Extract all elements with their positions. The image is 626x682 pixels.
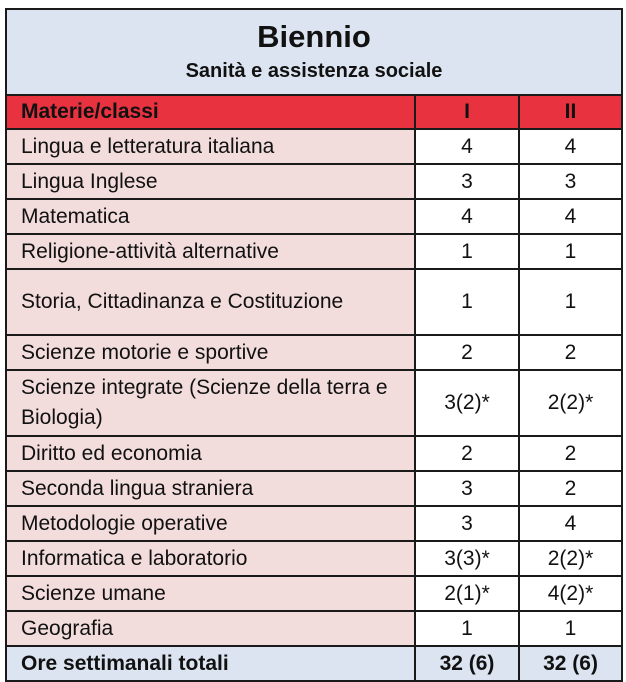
hours-year-1: 2 (415, 335, 519, 370)
table-row (6, 611, 622, 646)
subject-cell: Seconda lingua straniera (6, 471, 415, 506)
hours-year-2: 1 (519, 611, 622, 646)
column-header-year-1: I (415, 95, 519, 129)
hours-year-2: 2(2)* (519, 370, 622, 436)
subject-cell: Geografia (6, 611, 415, 646)
total-year-1: 32 (6) (415, 646, 519, 681)
hours-year-1: 3 (415, 164, 519, 199)
column-header-row (6, 95, 622, 129)
hours-year-2: 4 (519, 129, 622, 164)
subject-cell: Scienze motorie e sportive (6, 335, 415, 370)
hours-year-2: 4 (519, 199, 622, 234)
table-row (6, 436, 622, 471)
subject-cell: Religione-attività alternative (6, 234, 415, 269)
hours-year-2: 2 (519, 335, 622, 370)
table-row (6, 506, 622, 541)
column-header-subject: Materie/classi (6, 95, 415, 129)
table-row (6, 164, 622, 199)
subject-cell: Lingua e letteratura italiana (6, 129, 415, 164)
hours-year-1: 3 (415, 471, 519, 506)
table-title: Biennio (257, 19, 371, 54)
total-label: Ore settimanali totali (6, 646, 415, 681)
curriculum-table (5, 8, 623, 682)
subject-cell: Storia, Cittadinanza e Costituzione (6, 269, 415, 335)
total-year-2: 32 (6) (519, 646, 622, 681)
hours-year-1: 2 (415, 436, 519, 471)
subject-cell: Scienze umane (6, 576, 415, 611)
curriculum-table-frame (5, 8, 621, 675)
hours-year-1: 1 (415, 234, 519, 269)
table-row (6, 199, 622, 234)
table-row (6, 269, 622, 335)
table-row (6, 471, 622, 506)
hours-year-1: 1 (415, 269, 519, 335)
table-row (6, 234, 622, 269)
table-row (6, 335, 622, 370)
total-row (6, 646, 622, 681)
hours-year-1: 3(2)* (415, 370, 519, 436)
table-row (6, 541, 622, 576)
table-row (6, 370, 622, 436)
hours-year-2: 2 (519, 436, 622, 471)
hours-year-2: 3 (519, 164, 622, 199)
column-header-year-2: II (519, 95, 622, 129)
subject-cell: Diritto ed economia (6, 436, 415, 471)
table-row (6, 576, 622, 611)
hours-year-2: 2 (519, 471, 622, 506)
hours-year-1: 3 (415, 506, 519, 541)
hours-year-2: 2(2)* (519, 541, 622, 576)
hours-year-2: 4 (519, 506, 622, 541)
subject-cell: Matematica (6, 199, 415, 234)
table-header (6, 9, 622, 95)
table-row (6, 129, 622, 164)
subject-cell: Informatica e laboratorio (6, 541, 415, 576)
hours-year-2: 4(2)* (519, 576, 622, 611)
subject-cell: Lingua Inglese (6, 164, 415, 199)
hours-year-2: 1 (519, 269, 622, 335)
subject-cell: Metodologie operative (6, 506, 415, 541)
table-subtitle: Sanità e assistenza sociale (185, 60, 443, 82)
hours-year-1: 4 (415, 199, 519, 234)
hours-year-1: 1 (415, 611, 519, 646)
hours-year-1: 2(1)* (415, 576, 519, 611)
subject-cell: Scienze integrate (Scienze della terra e Biologia) (6, 370, 415, 436)
hours-year-1: 4 (415, 129, 519, 164)
hours-year-1: 3(3)* (415, 541, 519, 576)
hours-year-2: 1 (519, 234, 622, 269)
